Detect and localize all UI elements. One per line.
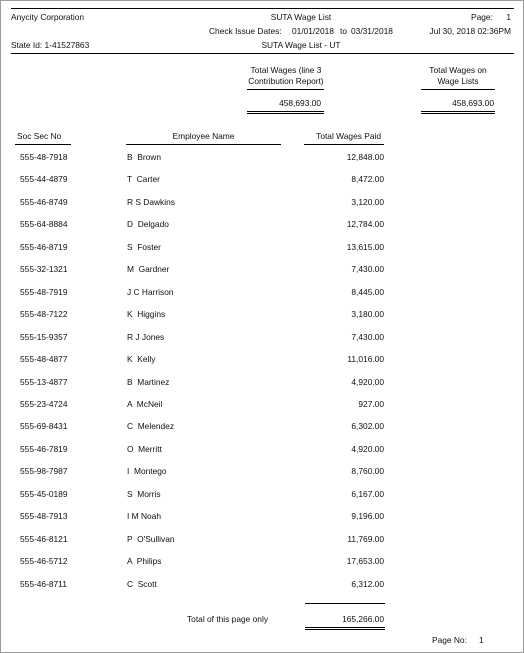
page-total-value: 165,266.00	[342, 614, 384, 624]
wages-cell: 4,920.00	[351, 376, 384, 387]
wages-cell: 6,167.00	[351, 488, 384, 499]
wages-cell: 4,920.00	[351, 443, 384, 454]
wages-cell: 8,760.00	[351, 466, 384, 477]
state-id: State Id: 1-41527863	[11, 40, 90, 50]
table-row	[1, 287, 524, 301]
table-row	[1, 556, 524, 570]
page-number: 1	[506, 12, 511, 22]
ssn-cell: 555-64-8884	[20, 219, 68, 230]
employee-name-cell: M Gardner	[127, 264, 170, 275]
ssn-cell: 555-46-8749	[20, 196, 68, 207]
employee-name-cell: K Kelly	[127, 354, 156, 364]
contribution-double-rule-1	[247, 111, 324, 112]
wages-cell: 6,302.00	[351, 421, 384, 432]
wages-cell: 3,120.00	[351, 196, 384, 207]
table-row	[1, 421, 524, 435]
employee-name-cell: B Brown	[127, 152, 161, 162]
ssn-cell: 555-98-7987	[20, 466, 68, 477]
wages-cell: 8,472.00	[351, 174, 384, 185]
employee-name-cell: D Delgado	[127, 219, 169, 230]
table-row	[1, 332, 524, 346]
ssn-cell: 555-69-8431	[20, 421, 68, 432]
employee-name-cell: S Foster	[127, 241, 161, 252]
ssn-cell: 555-48-4877	[20, 354, 68, 364]
report-subtitle: SUTA Wage List - UT	[261, 40, 341, 50]
employee-name-cell: R S Dawkins	[127, 196, 175, 207]
contribution-label-rule	[247, 89, 324, 90]
wages-cell: 8,445.00	[351, 286, 384, 297]
page-no-value: 1	[479, 635, 484, 645]
contribution-label-line2: Contribution Report)	[248, 76, 324, 86]
date-to-label: to	[340, 26, 347, 36]
employee-name-cell: B Martinez	[127, 376, 170, 387]
ssn-cell: 555-13-4877	[20, 376, 68, 387]
wages-cell: 7,430.00	[351, 264, 384, 275]
wage-lists-double-rule-1	[421, 111, 495, 112]
wages-cell: 6,312.00	[351, 578, 384, 589]
wage-lists-total-label	[413, 65, 503, 87]
employee-name-cell: J C Harrison	[127, 286, 174, 297]
top-rule	[11, 8, 514, 9]
wage-lists-total-value: 458,693.00	[452, 98, 494, 108]
column-header-ssn: Soc Sec No	[17, 131, 62, 141]
table-row	[1, 466, 524, 480]
page-total-rule	[305, 603, 385, 604]
wages-cell: 13,615.00	[346, 241, 384, 252]
table-row	[1, 264, 524, 278]
page-label: Page:	[471, 12, 493, 22]
contribution-total-label	[241, 65, 331, 87]
table-row	[1, 242, 524, 256]
table-row	[1, 579, 524, 593]
column-header-name: Employee Name	[172, 131, 235, 141]
ssn-cell: 555-46-8719	[20, 241, 68, 252]
date-to: 03/31/2018	[351, 26, 393, 36]
employee-name-cell: A McNeil	[127, 398, 163, 409]
employee-name-cell: P O'Sullivan	[127, 533, 175, 544]
ssn-header-rule	[15, 144, 71, 145]
wages-cell: 9,196.00	[351, 511, 384, 522]
wages-cell: 12,848.00	[346, 152, 384, 162]
wages-cell: 12,784.00	[346, 219, 384, 230]
table-row	[1, 377, 524, 391]
table-row	[1, 152, 524, 166]
ssn-cell: 555-48-7918	[20, 152, 68, 162]
employee-name-cell: K Higgins	[127, 309, 166, 320]
employee-name-cell: C Melendez	[127, 421, 175, 432]
employee-name-cell: A Philips	[127, 556, 162, 567]
table-row	[1, 444, 524, 458]
employee-name-cell: S Morris	[127, 488, 161, 499]
header-rule	[11, 53, 514, 54]
contribution-label-line1: Total Wages (line 3	[250, 65, 322, 75]
wages-cell: 11,016.00	[347, 354, 384, 364]
page-no-label: Page No:	[432, 635, 467, 645]
contribution-double-rule-2	[247, 113, 324, 114]
check-dates-label: Check Issue Dates:	[209, 26, 282, 36]
page-total-label: Total of this page only	[187, 614, 269, 624]
table-row	[1, 197, 524, 211]
employee-name-cell: I M Noah	[127, 511, 161, 522]
wages-cell: 927.00	[358, 398, 384, 409]
wage-lists-label-line2: Wage Lists	[437, 76, 479, 86]
ssn-cell: 555-44-4879	[20, 174, 68, 185]
page-total-double-rule-1	[305, 627, 385, 628]
wages-header-rule	[304, 144, 384, 145]
ssn-cell: 555-46-8711	[20, 578, 67, 589]
run-datetime: Jul 30, 2018 02:36PM	[429, 26, 511, 36]
page-total-double-rule-2	[305, 629, 385, 630]
table-row	[1, 309, 524, 323]
ssn-cell: 555-15-9357	[20, 331, 68, 342]
wages-cell: 17,653.00	[346, 556, 384, 567]
ssn-cell: 555-46-7819	[20, 443, 68, 454]
employee-name-cell: C Scott	[127, 578, 157, 589]
wages-cell: 3,180.00	[351, 309, 384, 320]
table-row	[1, 534, 524, 548]
table-row	[1, 511, 524, 525]
table-row	[1, 219, 524, 233]
wages-cell: 11,769.00	[347, 533, 384, 544]
table-row	[1, 399, 524, 413]
report-title: SUTA Wage List	[270, 12, 332, 22]
contribution-total-value: 458,693.00	[279, 98, 321, 108]
employee-name-cell: O Merritt	[127, 443, 162, 454]
wage-lists-label-rule	[421, 89, 495, 90]
employee-name-cell: T Carter	[127, 174, 160, 185]
table-row	[1, 174, 524, 188]
ssn-cell: 555-48-7919	[20, 286, 68, 297]
ssn-cell: 555-23-4724	[20, 398, 68, 409]
wage-lists-double-rule-2	[421, 113, 495, 114]
employee-name-cell: R J Jones	[127, 331, 165, 342]
ssn-cell: 555-45-0189	[20, 488, 68, 499]
table-row	[1, 354, 524, 368]
ssn-cell: 555-46-8121	[20, 533, 68, 544]
ssn-cell: 555-46-5712	[20, 556, 68, 567]
column-header-wages: Total Wages Paid	[316, 131, 381, 141]
date-from: 01/01/2018	[292, 26, 334, 36]
ssn-cell: 555-48-7913	[20, 511, 68, 522]
name-header-rule	[126, 144, 281, 145]
wage-lists-label-line1: Total Wages on	[429, 65, 487, 75]
employee-name-cell: I Montego	[127, 466, 167, 477]
company-name: Anycity Corporation	[11, 12, 85, 22]
ssn-cell: 555-48-7122	[20, 309, 68, 320]
ssn-cell: 555-32-1321	[20, 264, 68, 275]
wages-cell: 7,430.00	[351, 331, 384, 342]
table-row	[1, 489, 524, 503]
